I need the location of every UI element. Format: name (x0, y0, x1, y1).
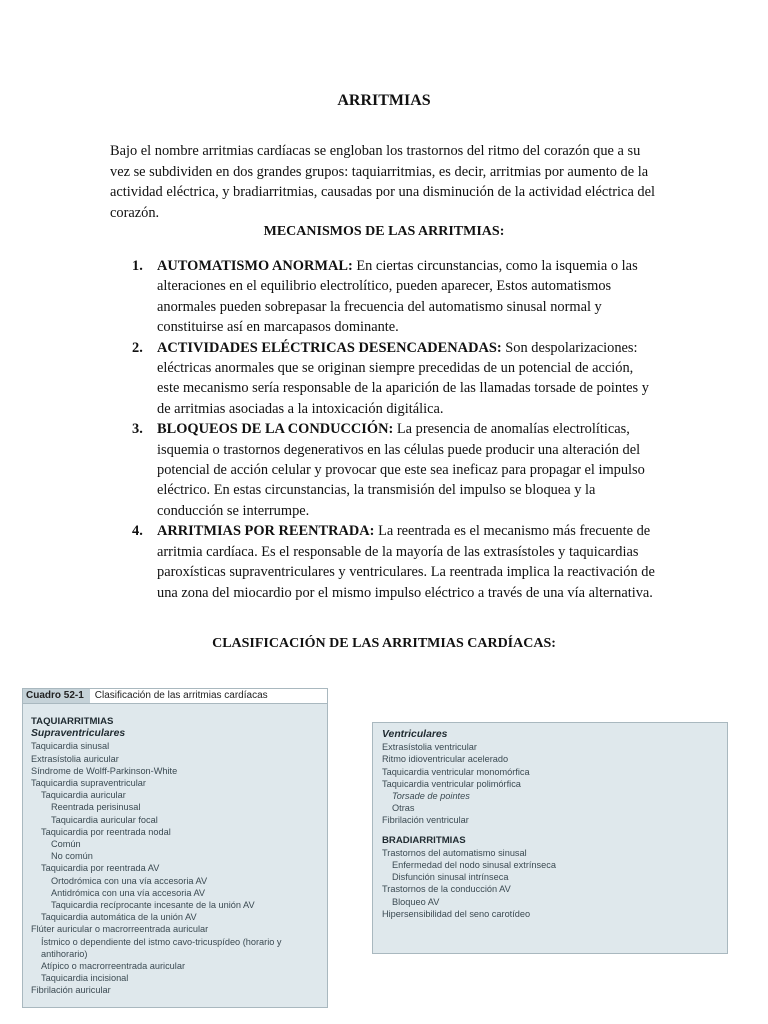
table-item: Ritmo idioventricular acelerado (382, 754, 509, 765)
table-item: Atípico o macrorreentrada auricular (41, 961, 186, 972)
table-item: Disfunción sinusal intrínseca (392, 872, 509, 883)
table-item: Trastornos del automatismo sinusal (382, 847, 527, 858)
mechanism-title: BLOQUEOS DE LA CONDUCCIÓN: (157, 421, 394, 438)
table-item: Taquicardia sinusal (31, 741, 110, 752)
table-item: Ortodrómica con una vía accesoria AV (51, 875, 208, 886)
table-caption: Clasificación de las arritmias cardíacas (94, 690, 268, 701)
mechanism-item (132, 256, 657, 338)
table-item: Hipersensibilidad del seno carotídeo (382, 908, 531, 919)
mechanism-text: En ciertas circunstancias, como la isquemia o las alteraciones en el equilibrio electrolítico, pueden aparecer, Estos automatismos anormales pueden sobrepasar la frecuencia del automatismo sinusal normal y constituirse así en marcapasos dominante. (157, 258, 638, 336)
mechanism-item (132, 419, 657, 521)
table-item: Taquicardia auricular (41, 790, 126, 801)
table-item: Taquicardia auricular focal (51, 814, 158, 825)
table-item: Enfermedad del nodo sinusal extrínseca (392, 860, 556, 871)
intro-paragraph: Bajo el nombre arritmias cardíacas se engloban los trastornos del ritmo del corazón que a su vez se subdividen en dos grandes grupos: taquiarritmias, es decir, arritmias por aumento de la actividad eléctrica, y bradiarritmias, causadas por una disminución de la actividad eléctrica del corazón. (110, 143, 656, 221)
table-item: Fibrilación ventricular (382, 815, 469, 826)
mechanism-title: AUTOMATISMO ANORMAL: (157, 258, 353, 274)
table-item: Reentrada perisinusal (51, 802, 141, 813)
table-body (373, 723, 727, 920)
table-item: Bloqueo AV (392, 896, 440, 907)
table-body (23, 704, 327, 997)
mechanisms-heading: MECANISMOS DE LAS ARRITMIAS: (263, 224, 505, 239)
table-item: Taquicardia ventricular polimórfica (382, 778, 521, 789)
mechanism-text: Son despolarizaciones: eléctricas anormales que se originan siempre precedidas de un potencial de acción, este mecanismo sería responsable de la aparición de las llamadas torsade de pointes y de arritmias asociadas a la intoxicación digitálica. (157, 339, 649, 417)
mechanism-title: ARRITMIAS POR REENTRADA: (157, 523, 375, 540)
table-number: Cuadro 52-1 (23, 689, 90, 703)
subsection-title: Ventriculares (382, 729, 448, 740)
table-header (23, 689, 327, 704)
table-item: Taquicardia automática de la unión AV (41, 912, 197, 923)
mechanism-item (132, 338, 657, 420)
table-item: Trastornos de la conducción AV (382, 884, 511, 895)
table-item: No común (51, 851, 93, 862)
table-item: Taquicardia incisional (41, 973, 129, 984)
table-item: Taquicardia por reentrada AV (41, 863, 160, 874)
table-item: Taquicardia por reentrada nodal (41, 826, 171, 837)
table-item: Extrasístolia auricular (31, 753, 119, 764)
table-item: Otras (392, 803, 415, 814)
table-item: Antidrómica con una vía accesoria AV (51, 887, 206, 898)
subsection-title: Supraventriculares (31, 728, 126, 740)
mechanism-number: 1. (132, 258, 143, 274)
classification-heading: CLASIFICACIÓN DE LAS ARRITMIAS CARDÍACAS: (212, 636, 556, 651)
table-item: Ístmico o dependiente del istmo cavo-tricuspídeo (horario y antihorario) (41, 936, 282, 959)
mechanism-number: 2. (132, 339, 143, 356)
mechanism-text: La presencia de anomalías electrolíticas, isquemia o trastornos degenerativos en las células puede producir una alteración del potencial de acción celular y provocar que este sea ineficaz para propagar el impulso eléctrico. En estas circunstancias, la transmisión del impulso se bloquea y la conducción se interrumpe. (157, 421, 645, 519)
table-item: Taquicardia recíprocante incesante de la unión AV (51, 900, 255, 911)
table-item: Síndrome de Wolff-Parkinson-White (31, 765, 178, 776)
table-item: Fibrilación auricular (31, 985, 111, 996)
mechanism-item (132, 521, 657, 603)
page-title: ARRITMIAS (337, 92, 431, 109)
mechanisms-list (132, 256, 657, 603)
table-item: Taquicardia supraventricular (31, 778, 146, 789)
classification-table-left (22, 688, 328, 1008)
classification-table-right (372, 722, 728, 954)
section-title: BRADIARRITMIAS (382, 834, 466, 846)
table-item: Extrasístolia ventricular (382, 742, 477, 753)
table-item: Común (51, 839, 81, 850)
mechanism-title: ACTIVIDADES ELÉCTRICAS DESENCADENADAS: (157, 339, 502, 356)
table-item: Torsade de pointes (392, 791, 470, 802)
mechanism-number: 3. (132, 421, 143, 438)
table-item: Taquicardia ventricular monomórfica (382, 766, 530, 777)
mechanism-number: 4. (132, 523, 143, 540)
table-item: Flúter auricular o macrorreentrada auricular (31, 924, 209, 935)
section-title: TAQUIARRITMIAS (31, 716, 114, 727)
mechanism-text: La reentrada es el mecanismo más frecuente de arritmia cardíaca. Es el responsable de la mayoría de las extrasístoles y taquicardias paroxísticas supraventriculares y ventriculares. La reentrada implica la reactivación de una zona del miocardio por el mismo impulso eléctrico a través de una vía alternativa. (157, 523, 655, 601)
